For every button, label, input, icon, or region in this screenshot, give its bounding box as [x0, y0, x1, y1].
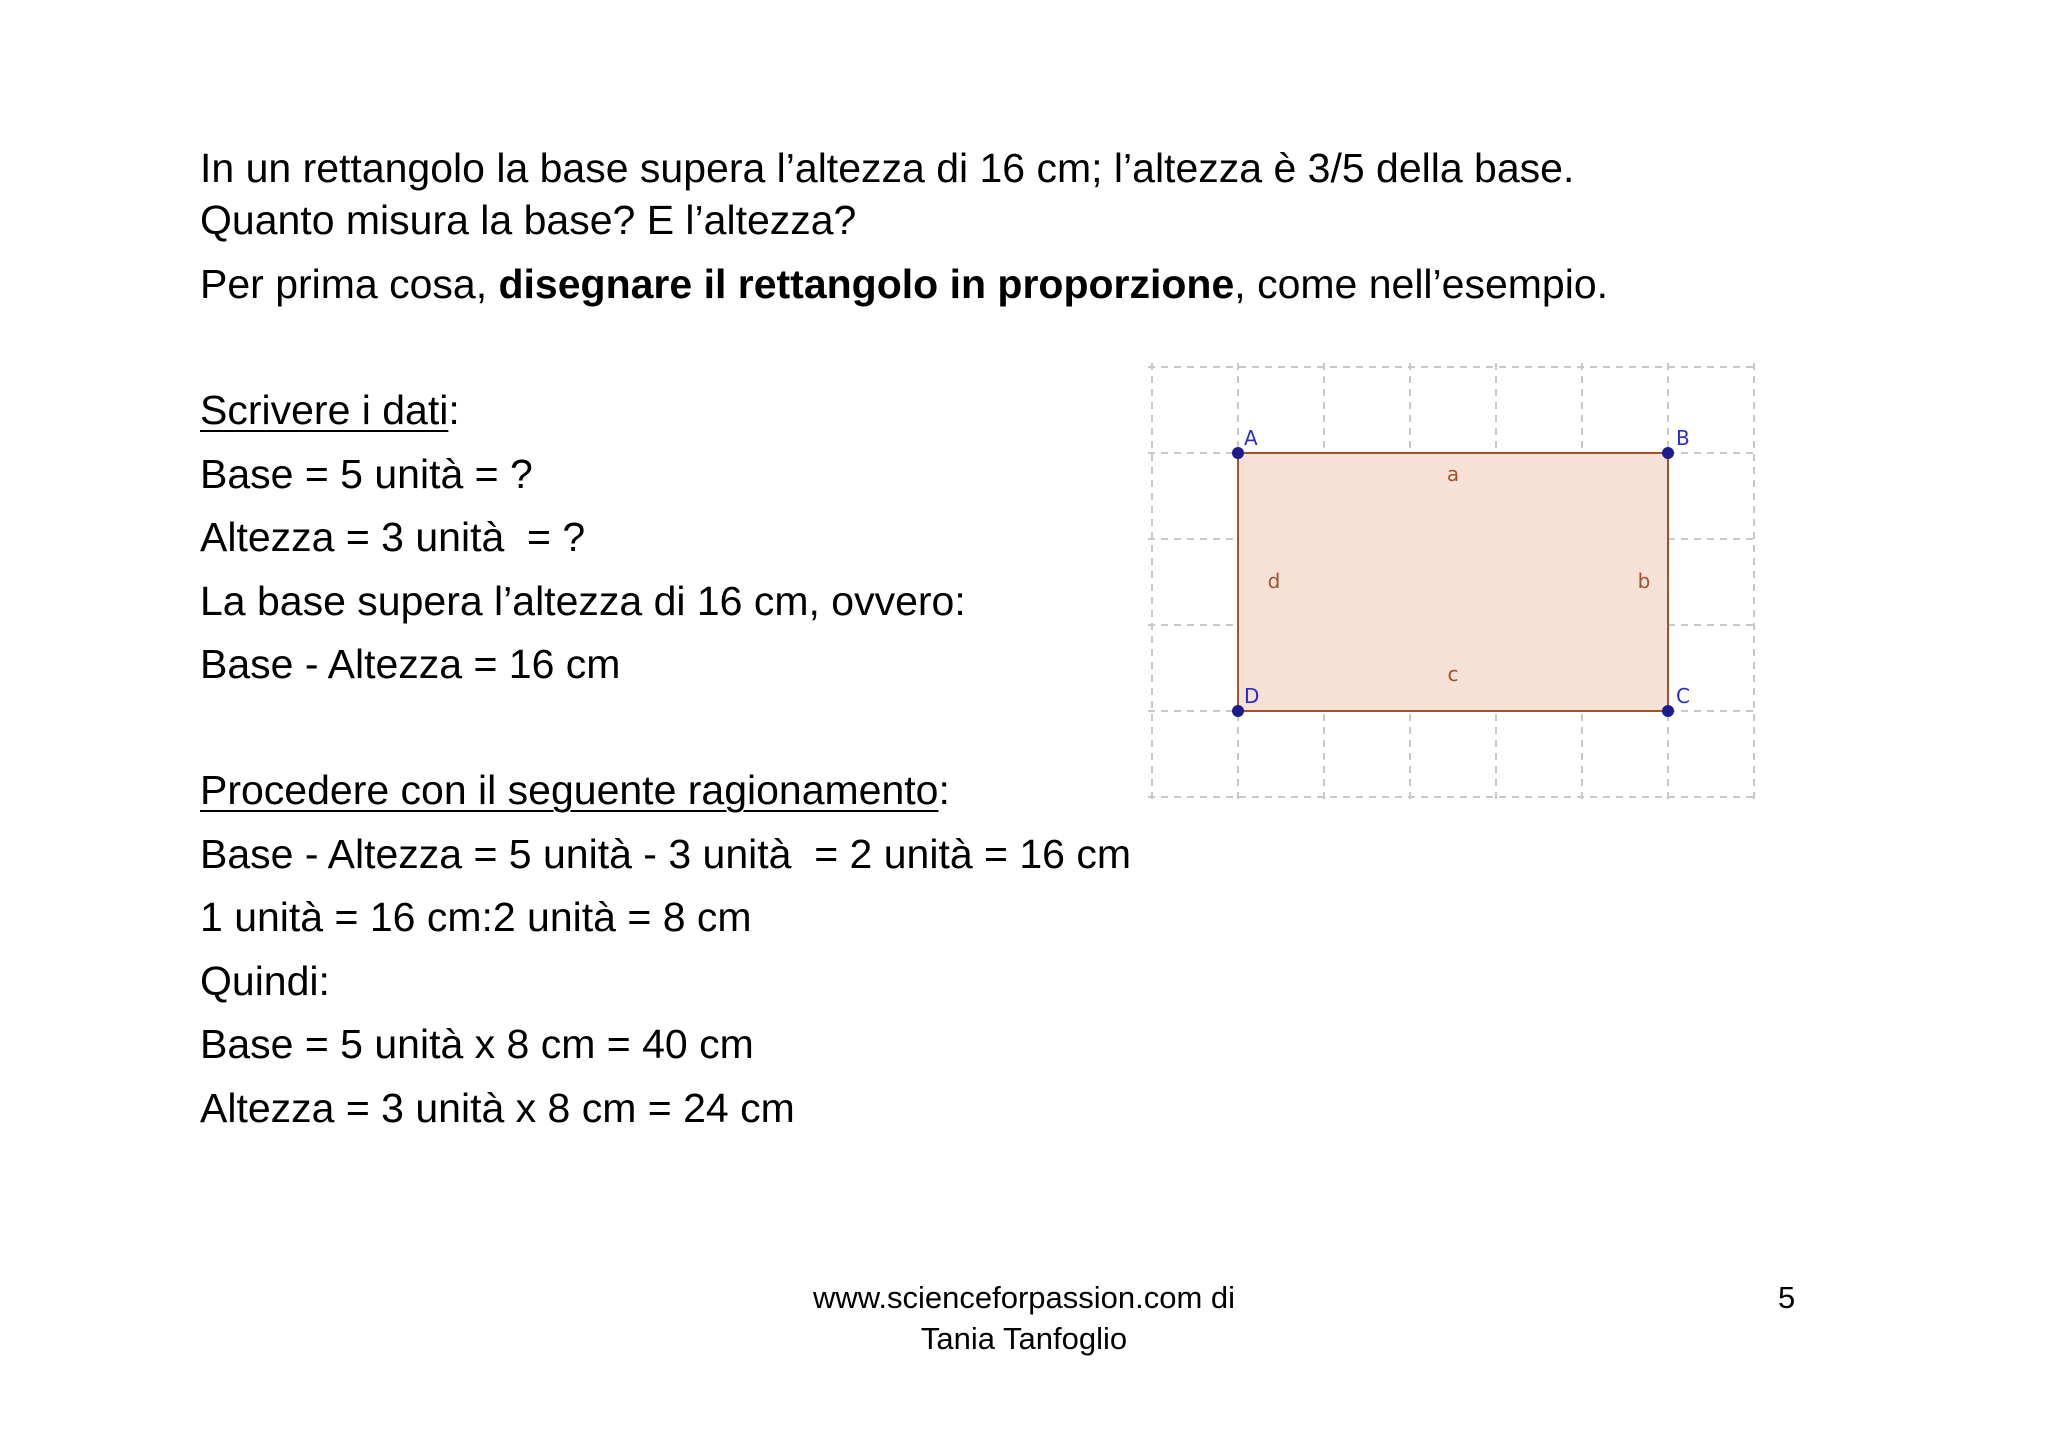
- vertex-label-C: C: [1676, 684, 1690, 708]
- data-heading-colon: :: [448, 387, 460, 433]
- side-label-d: d: [1267, 569, 1281, 593]
- instruction-prefix: Per prima cosa,: [200, 261, 499, 307]
- reasoning-heading: [200, 764, 950, 816]
- vertex-point-D: [1232, 705, 1244, 717]
- data-line-difference: Base - Altezza = 16 cm: [200, 641, 621, 687]
- vertex-point-C: [1662, 705, 1674, 717]
- reasoning-heading-text: Procedere con il seguente ragionamento: [200, 767, 939, 813]
- reasoning-line-2: 1 unità = 16 cm:2 unità = 8 cm: [200, 894, 752, 940]
- rectangle-diagram: [1146, 360, 1776, 810]
- reasoning-line-5: Altezza = 3 unità x 8 cm = 24 cm: [200, 1085, 795, 1131]
- page-number: 5: [1778, 1280, 1796, 1315]
- reasoning-line-3: Quindi:: [200, 958, 330, 1004]
- vertex-point-A: [1232, 447, 1244, 459]
- instruction-emphasis: disegnare il rettangolo in proporzione: [498, 261, 1235, 307]
- vertex-label-D: D: [1244, 684, 1260, 708]
- instruction-suffix: , come nell’esempio.: [1234, 261, 1609, 307]
- vertex-label-A: A: [1244, 426, 1258, 450]
- problem-text-line-2: Quanto misura la base? E l’altezza?: [200, 197, 857, 243]
- side-label-a: a: [1446, 462, 1460, 486]
- footer-site: www.scienceforpassion.com di: [812, 1280, 1236, 1315]
- reasoning-line-4: Base = 5 unità x 8 cm = 40 cm: [200, 1021, 754, 1067]
- vertex-label-B: B: [1676, 426, 1690, 450]
- reasoning-heading-colon: :: [938, 767, 950, 813]
- problem-text-line-3: [200, 258, 1608, 310]
- vertex-point-B: [1662, 447, 1674, 459]
- data-line-altezza: Altezza = 3 unità = ?: [200, 514, 586, 560]
- footer-author: Tania Tanfoglio: [920, 1321, 1128, 1356]
- side-label-b: b: [1637, 569, 1651, 593]
- side-label-c: c: [1447, 662, 1459, 686]
- data-heading: [200, 384, 460, 436]
- data-line-base: Base = 5 unità = ?: [200, 451, 533, 497]
- data-line-condition: La base supera l’altezza di 16 cm, ovvero:: [200, 578, 966, 624]
- problem-text-line-1: In un rettangolo la base supera l’altezza di 16 cm; l’altezza è 3/5 della base.: [200, 145, 1575, 191]
- data-heading-text: Scrivere i dati: [200, 387, 449, 433]
- reasoning-line-1: Base - Altezza = 5 unità - 3 unità = 2 unità = 16 cm: [200, 831, 1132, 877]
